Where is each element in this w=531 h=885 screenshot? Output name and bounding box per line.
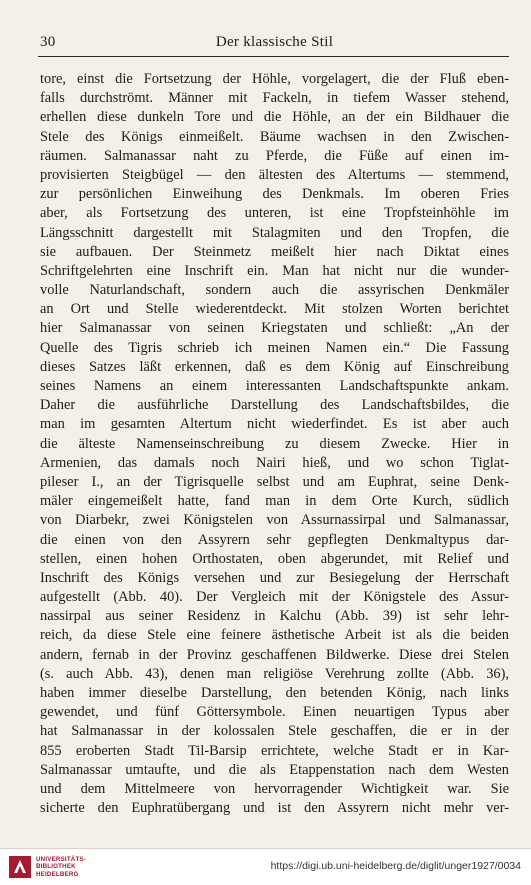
- text-line: hier Salmanassar von seinen Kriegstaten und schließt: „An der: [40, 320, 509, 337]
- text-line: aber, als Fortsetzung des unteren, ist eine Tropfsteinhöhle im: [40, 205, 509, 222]
- text-line: andern, fernab in der Provinz geschaffenen Bildwerke. Diese drei Stelen: [40, 646, 509, 663]
- text-line: an Ort und Stelle wiederentdeckt. Mit stolzen Worten berichtet: [40, 301, 509, 318]
- text-line: gewendet, und fünf Göttersymbole. Einen neuartigen Typus aber: [40, 704, 509, 721]
- text-line: Armenien, das damals noch Nairi hieß, und wo schon Tiglat-: [40, 454, 509, 471]
- library-name-line-1: UNIVERSITÄTS-: [36, 856, 87, 863]
- text-line: Quelle des Tigris schrieb ich meinen Namen ein.“ Die Fassung: [40, 339, 509, 356]
- text-line: volle Naturlandschaft, sondern auch die assyrischen Denkmäler: [40, 282, 509, 299]
- text-line: Inschrift des Königs versehen und zur Besiegelung der Herrschaft: [40, 569, 509, 586]
- text-line: falls durchströmt. Männer mit Fackeln, in tiefem Wasser stehend,: [40, 90, 509, 107]
- text-line: tore, einst die Fortsetzung der Höhle, vorgelagert, die der Fluß eben-: [40, 71, 509, 87]
- text-line: zur persönlichen Einweihung des Denkmals. Im oberen Fries: [40, 186, 509, 203]
- text-line: pileser I., an der Tigrisquelle selbst und am Euphrat, seine Denk-: [40, 473, 509, 490]
- text-line: erhellen diese dunkeln Tore und die Höhle, an der ein Bildhauer die: [40, 109, 509, 126]
- text-line: Salmanassar umtaufte, und die als Etappenstation nach dem Westen: [40, 761, 509, 778]
- text-line: provisierten Steigbügel — den ältesten des Altertums — stemmend,: [40, 166, 509, 183]
- text-line: sie aufbauen. Der Steinmetz meißelt hier nach Diktat eines: [40, 243, 509, 260]
- viewer-footer: [0, 848, 531, 885]
- text-line: reich, da diese Stele eine feinere ästhetische Arbeit ist als die beiden: [40, 627, 509, 644]
- text-line: von Diarbekr, zwei Königstelen von Assurnassirpal und Salmanassar,: [40, 512, 509, 529]
- text-line: nassirpal aus seiner Residenz in Kalchu (Abb. 39) ist sehr lehr-: [40, 608, 509, 625]
- page-number: 30: [40, 34, 56, 50]
- library-name-line-3: HEIDELBERG: [36, 870, 79, 878]
- text-line: seines Namens an einem interessanten Landschaftspunkte ankam.: [40, 378, 509, 394]
- text-line: sicherte den Euphratübergang und ist den Assyrern nicht mehr ver-: [40, 800, 509, 817]
- text-line: Stele des Königs einmeißelt. Bäume wachsen in den Zwischen-: [40, 128, 509, 145]
- text-line: Daher die ausführliche Darstellung des Landschaftsbildes, die: [40, 397, 509, 414]
- text-line: aufgestellt (Abb. 40). Der Vergleich mit der Königstele des Assur-: [40, 589, 509, 606]
- text-line: mäler eingemeißelt hatte, fand man in dem Orte Kurch, südlich: [40, 493, 509, 510]
- text-line: (s. auch Abb. 43), denen man religiöse Verehrung zollte (Abb. 36),: [40, 665, 509, 682]
- text-line: Schriftgelehrten eine Inschrift ein. Man hat nicht nur die wunder-: [40, 262, 509, 279]
- text-line: die einen von den Assyrern sehr gepflegten Denkmaltypus dar-: [40, 531, 509, 548]
- text-line: haben immer dieselbe Darstellung, den betenden König, nach links: [40, 685, 509, 701]
- text-line: stellen, einen hohen Orthostaten, oben abgerundet, mit Relief und: [40, 550, 509, 567]
- running-title: Der klassische Stil: [215, 34, 334, 50]
- text-line: 855 eroberten Stadt Til-Barsip errichtete, welche Stadt er in Kar-: [40, 742, 509, 759]
- text-line: die älteste Namenseinschreibung zu diesem Zwecke. Hier in: [40, 435, 509, 452]
- running-head: [40, 34, 509, 54]
- body-text: [40, 70, 509, 818]
- text-line: man im gesamten Altertum nicht wiederfindet. Es ist aber auch: [40, 416, 509, 433]
- library-name-line-2: BIBLIOTHEK: [36, 863, 76, 871]
- text-line: und dem Mittelmeere von hervorragender Wichtigkeit war. Sie: [40, 780, 509, 797]
- library-name: [36, 856, 86, 878]
- text-line: räumen. Salmanassar naht zu Pferde, die Füße auf einen im-: [40, 147, 509, 164]
- text-line: dieses Satzes läßt erkennen, daß es dem König auf Einschreibung: [40, 358, 509, 375]
- heidelberg-library-logo-icon[interactable]: [8, 855, 32, 879]
- header-rule: [38, 56, 509, 57]
- permalink-url[interactable]: https://digi.ub.uni-heidelberg.de/diglit/unger1927/0034: [270, 860, 521, 872]
- text-line: Längsschnitt dargestellt mit Stalagmiten und den Tropfen, die: [40, 224, 509, 241]
- text-line: hat Salmanassar in der kolossalen Stele geschaffen, die er in der: [40, 723, 509, 740]
